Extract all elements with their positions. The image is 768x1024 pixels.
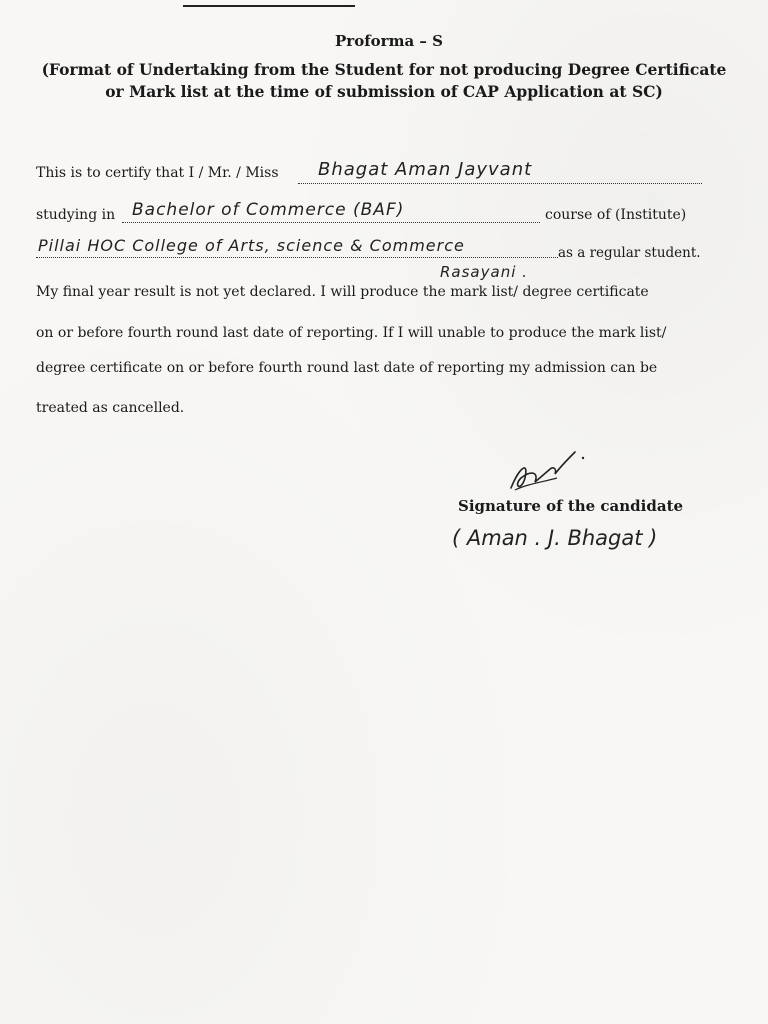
institute-blank — [36, 257, 558, 258]
studying-prefix: studying in — [36, 207, 116, 223]
institute-name: Pillai HOC College of Arts, science & Commerce — [38, 236, 465, 255]
result-statement: My final year result is not yet declared. I will produce the mark list/ degree certificate — [36, 284, 649, 300]
institute-location: Rasayani . — [440, 263, 528, 281]
course-suffix: course of (Institute) — [545, 207, 687, 223]
format-subtitle-line1: (Format of Undertaking from the Student for not producing Degree Certificate — [41, 60, 727, 79]
certify-line — [36, 165, 279, 181]
student-name: Bhagat Aman Jayvant — [318, 159, 533, 180]
signature-label: Signature of the candidate — [458, 497, 684, 515]
candidate-name-handwritten: ( Aman . J. Bhagat ) — [452, 526, 658, 550]
format-subtitle-line2: or Mark list at the time of submission of CAP Application at SC) — [105, 82, 663, 101]
certify-prefix: This is to certify that I / Mr. / Miss — [36, 165, 279, 181]
reporting-statement: on or before fourth round last date of reporting. If I will unable to produce the mark list/ — [36, 325, 667, 341]
name-blank — [298, 183, 702, 184]
top-divider — [183, 5, 355, 7]
cancelled-statement: treated as cancelled. — [36, 400, 185, 416]
admission-statement: degree certificate on or before fourth round last date of reporting my admission can be — [36, 360, 658, 376]
regular-student-suffix: as a regular student. — [558, 245, 701, 261]
signature-mark — [505, 448, 585, 496]
proforma-title: Proforma – S — [335, 32, 443, 50]
course-name: Bachelor of Commerce (BAF) — [132, 200, 405, 220]
course-blank — [122, 222, 540, 223]
